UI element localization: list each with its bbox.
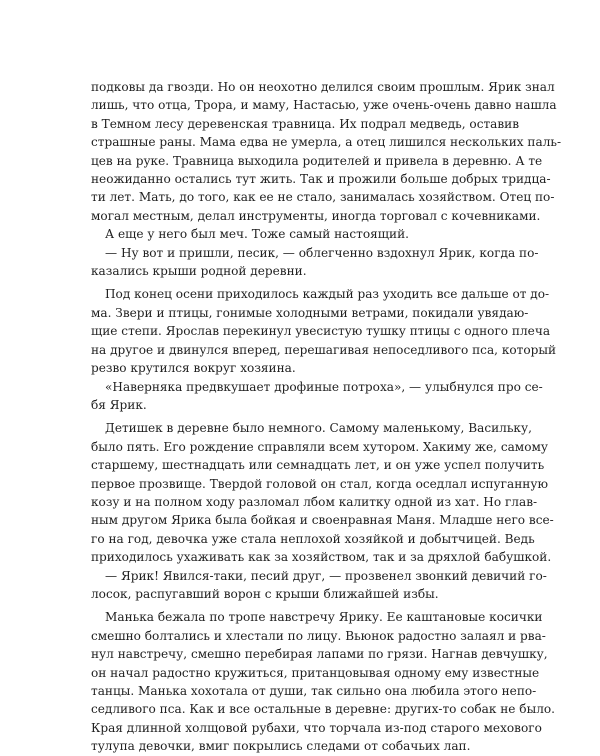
- line-text: приходилось ухаживать как за хозяйством, так и за дряхлой бабушкой.: [91, 550, 552, 565]
- text-line: [91, 456, 545, 474]
- paragraph: [91, 608, 556, 755]
- line-text: Детишек в деревне было немного. Самому маленькому, Васильку,: [105, 421, 532, 436]
- line-text: на другое и двинулся вперед, перешагивая непоседливого пса, который: [91, 342, 557, 357]
- paragraph: [91, 285, 557, 377]
- paragraph: [91, 78, 562, 225]
- line-text: щие степи. Ярослав перекинул увесистую тушку птицы с одного плеча: [91, 324, 551, 339]
- text-line: [91, 244, 539, 262]
- line-text: страшные раны. Мама едва не умерла, а отец лишился нескольких паль-: [91, 135, 562, 150]
- line-text: тулупа девочки, вмиг покрылись следами от собачьих лап.: [91, 739, 471, 754]
- text-line: [91, 627, 546, 645]
- line-text: нул навстречу, смешно перебирая лапами по грязи. Нагнав девчушку,: [91, 647, 548, 662]
- line-text: Манька бежала по тропе навстречу Ярику. Ее каштановые косички: [105, 610, 543, 625]
- line-text: А еще у него был меч. Тоже самый настоящий.: [105, 227, 409, 242]
- text-line: [91, 341, 557, 359]
- line-text: было пять. Его рождение справляли всем хутором. Хакиму же, самому: [91, 439, 549, 454]
- text-line: [91, 645, 548, 663]
- text-line: [91, 719, 542, 737]
- text-line: [91, 585, 509, 603]
- line-text: Края длинной холщовой рубахи, что торчала из-под старого мехового: [91, 720, 542, 735]
- line-text: резво крутился вокруг хозяина.: [91, 361, 296, 376]
- text-line: [91, 511, 554, 529]
- line-text: казались крыши родной деревни.: [91, 264, 307, 279]
- text-line: [91, 170, 551, 188]
- text-line: [91, 396, 509, 414]
- text-line: [91, 700, 556, 718]
- text-line: [91, 530, 535, 548]
- line-text: козу и на полном ходу разломал лбом калитку одной из хат. Но глав-: [91, 494, 538, 509]
- text-line: [91, 438, 549, 456]
- text-line: [91, 682, 537, 700]
- text-line: [91, 96, 557, 114]
- text-line: [91, 664, 540, 682]
- text-line: [91, 225, 509, 243]
- line-text: — Ярик! Явился-таки, песий друг, — прозвенел звонкий девичий го-: [105, 568, 547, 583]
- line-text: смешно болтались и хлестали по лицу. Вьюнок радостно залаял и рва-: [91, 628, 546, 643]
- text-line: [91, 548, 552, 566]
- text-line: [91, 322, 551, 340]
- text-line: [91, 188, 555, 206]
- body-text: [91, 78, 562, 756]
- text-line: [91, 207, 541, 225]
- paragraph: [91, 378, 543, 415]
- text-line: [91, 737, 509, 755]
- line-text: танцы. Манька хохотала от души, так сильно она любила этого непо-: [91, 684, 537, 698]
- line-text: — Ну вот и пришли, песик, — облегченно вздохнул Ярик, когда по-: [105, 245, 539, 260]
- text-line: [91, 304, 529, 322]
- line-text: старшему, шестнадцать или семнадцать лет, и он уже успел получить: [91, 458, 545, 473]
- line-text: «Наверняка предвкушает дрофиные потроха», — улыбнулся про се-: [105, 379, 543, 394]
- line-text: седливого пса. Как и все остальные в деревне: других-то собак не было.: [91, 702, 556, 717]
- line-text: ным другом Ярика была бойкая и своенравная Маня. Младше него все-: [91, 513, 554, 528]
- line-text: в Темном лесу деревенская травница. Их подрал медведь, оставив: [91, 116, 520, 131]
- paragraph: [91, 225, 509, 243]
- line-text: неожиданно остались тут жить. Так и прожили больше добрых тридца-: [91, 172, 551, 187]
- text-line: [91, 359, 509, 377]
- text-line: [91, 115, 520, 133]
- line-text: он начал радостно кружиться, пританцовывая одному ему известные: [91, 665, 540, 680]
- text-line: [91, 78, 555, 96]
- line-text: Под конец осени приходилось каждый раз уходить все дальше от до-: [105, 287, 550, 302]
- line-text: лишь, что отца, Трора, и маму, Настасью, уже очень-очень давно нашла: [91, 98, 557, 113]
- text-line: [91, 133, 562, 151]
- line-text: могал местным, делал инструменты, иногда торговал с кочевниками.: [91, 208, 541, 223]
- text-line: [91, 493, 538, 511]
- text-line: [91, 475, 548, 493]
- text-line: [91, 608, 543, 626]
- paragraph: [91, 419, 554, 566]
- text-line: [91, 419, 532, 437]
- text-line: [91, 285, 550, 303]
- line-text: лосок, распугавший ворон с крыши ближайшей избы.: [91, 586, 439, 601]
- paragraph: [91, 244, 539, 281]
- line-text: ма. Звери и птицы, гонимые холодными ветрами, покидали увядаю-: [91, 305, 529, 320]
- line-text: го на год, девочка уже стала неплохой хозяйкой и добытчицей. Ведь: [91, 531, 535, 546]
- text-line: [91, 262, 509, 280]
- text-line: [91, 152, 543, 170]
- line-text: подковы да гвозди. Но он неохотно делился своим прошлым. Ярик знал: [91, 80, 555, 94]
- paragraph: [91, 567, 547, 604]
- line-text: первое прозвище. Твердой головой он стал, когда оседлал испуганную: [91, 476, 548, 491]
- line-text: бя Ярик.: [91, 397, 147, 412]
- line-text: ти лет. Мать, до того, как ее не стало, занималась хозяйством. Отец по-: [91, 190, 555, 205]
- text-line: [91, 567, 547, 585]
- text-line: [91, 378, 543, 396]
- line-text: цев на руке. Травница выходила родителей и привела в деревню. А те: [91, 153, 543, 168]
